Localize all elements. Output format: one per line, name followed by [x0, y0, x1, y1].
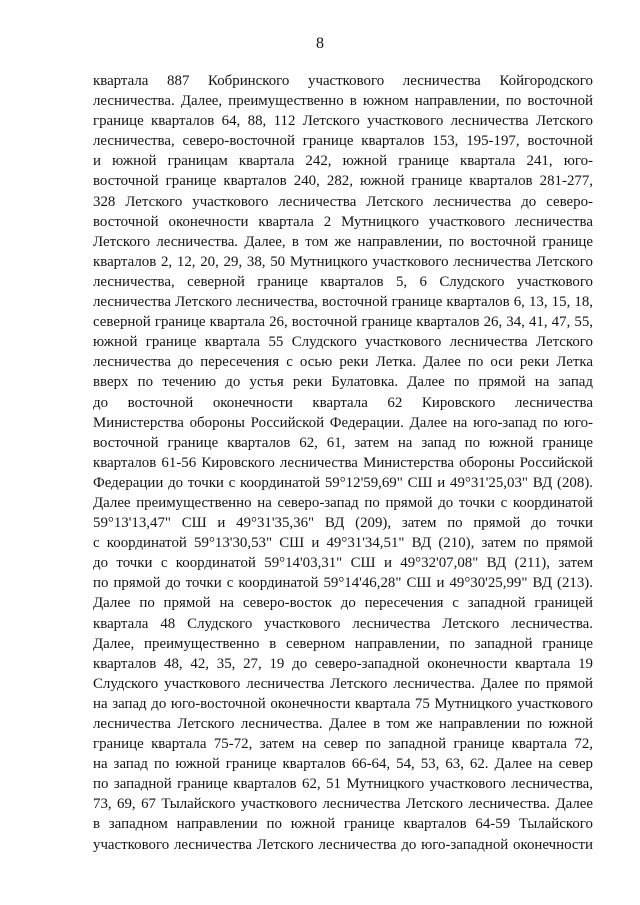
text-line: 73, 69, 67 Тылайского участкового лесничества Летского лесничества. Далее [93, 796, 593, 813]
text-line: лесничества Летского лесничества. Далее в том же направлении по южной [93, 716, 593, 732]
text-line: на запад по южной границе кварталов 66-64, 54, 53, 63, 62. Далее на север [93, 756, 593, 773]
text-line: лесничества, северо-восточной границе кварталов 153, 195-197, восточной [93, 133, 593, 150]
text-line: кварталов 61-56 Кировского лесничества Министерства обороны Российской [93, 454, 593, 471]
text-line: до восточной оконечности квартала 62 Кировского лесничества [93, 394, 593, 411]
text-line: Федерации до точки с координатой 59°12'59,69" СШ и 49°31'25,03" ВД (208). [93, 474, 593, 491]
text-line: 59°13'13,47" СШ и 49°31'35,36" ВД (209), затем по прямой до точки [93, 515, 593, 532]
text-line: кварталов 48, 42, 35, 27, 19 до северо-западной оконечности квартала 19 [93, 655, 593, 672]
text-line: восточной границе кварталов 62, 61, затем на запад по южной границе [93, 434, 593, 451]
text-line: с координатой 59°13'30,53" СШ и 49°31'34,51" ВД (210), затем по прямой [93, 535, 593, 552]
text-line: Далее по прямой на северо-восток до пересечения с западной границей [93, 595, 593, 612]
text-line: Министерства обороны Российской Федерации. Далее на юго-запад по юго- [93, 414, 593, 431]
text-line: квартала 887 Кобринского участкового лесничества Койгородского [93, 73, 593, 89]
text-line: кварталов 2, 12, 20, 29, 38, 50 Мутницкого участкового лесничества Летского [93, 253, 593, 270]
text-line: Далее, преимущественно в северном направлении, по западной границе [93, 635, 593, 652]
text-line: границе кварталов 64, 88, 112 Летского участкового лесничества Летского [93, 113, 593, 130]
text-line: на запад до юго-восточной оконечности квартала 75 Мутницкого участкового [93, 695, 593, 712]
text-line: Слудского участкового лесничества Летского лесничества. Далее по прямой [93, 675, 593, 692]
text-line: восточной оконечности квартала 2 Мутницкого участкового лесничества [93, 213, 593, 230]
text-line: 328 Летского участкового лесничества Летского лесничества до северо- [93, 193, 593, 210]
text-line: Далее преимущественно на северо-запад по прямой до точки с координатой [93, 494, 593, 511]
text-line: до точки с координатой 59°14'03,31" СШ и 49°32'07,08" ВД (211), затем [93, 555, 593, 572]
text-line: лесничества до пересечения с осью реки Летка. Далее по оси реки Летка [93, 354, 593, 371]
text-line: и южной границам квартала 242, южной границе квартала 241, юго- [93, 153, 593, 170]
text-line: в западном направлении по южной границе кварталов 64-59 Тылайского [93, 816, 593, 833]
text-line: лесничества. Далее, преимущественно в южном направлении, по восточной [93, 93, 593, 110]
text-line: южной границе квартала 55 Слудского участкового лесничества Летского [93, 334, 593, 351]
text-line: по прямой до точки с координатой 59°14'46,28" СШ и 49°30'25,99" ВД (213). [93, 575, 593, 592]
text-line: вверх по течению до устья реки Булатовка. Далее по прямой на запад [93, 374, 593, 391]
text-line: восточной границе кварталов 240, 282, южной границе кварталов 281-277, [93, 173, 593, 190]
text-line: лесничества, северной границе кварталов 5, 6 Слудского участкового [93, 273, 593, 290]
text-line: по западной границе кварталов 62, 51 Мутницкого участкового лесничества, [93, 776, 593, 793]
text-line: квартала 48 Слудского участкового лесничества Летского лесничества. [93, 615, 593, 632]
text-line: границе квартала 75-72, затем на север по западной границе квартала 72, [93, 736, 593, 753]
text-line: лесничества Летского лесничества, восточной границе кварталов 6, 13, 15, 18, [93, 294, 593, 311]
text-line: участкового лесничества Летского лесничества до юго-западной оконечности [93, 836, 593, 853]
body-text [93, 71, 593, 855]
page-number: 8 [316, 35, 324, 52]
text-line: Летского лесничества. Далее, в том же направлении, по восточной границе [93, 233, 593, 250]
text-line: северной границе квартала 26, восточной границе кварталов 26, 34, 41, 47, 55, [93, 314, 593, 331]
